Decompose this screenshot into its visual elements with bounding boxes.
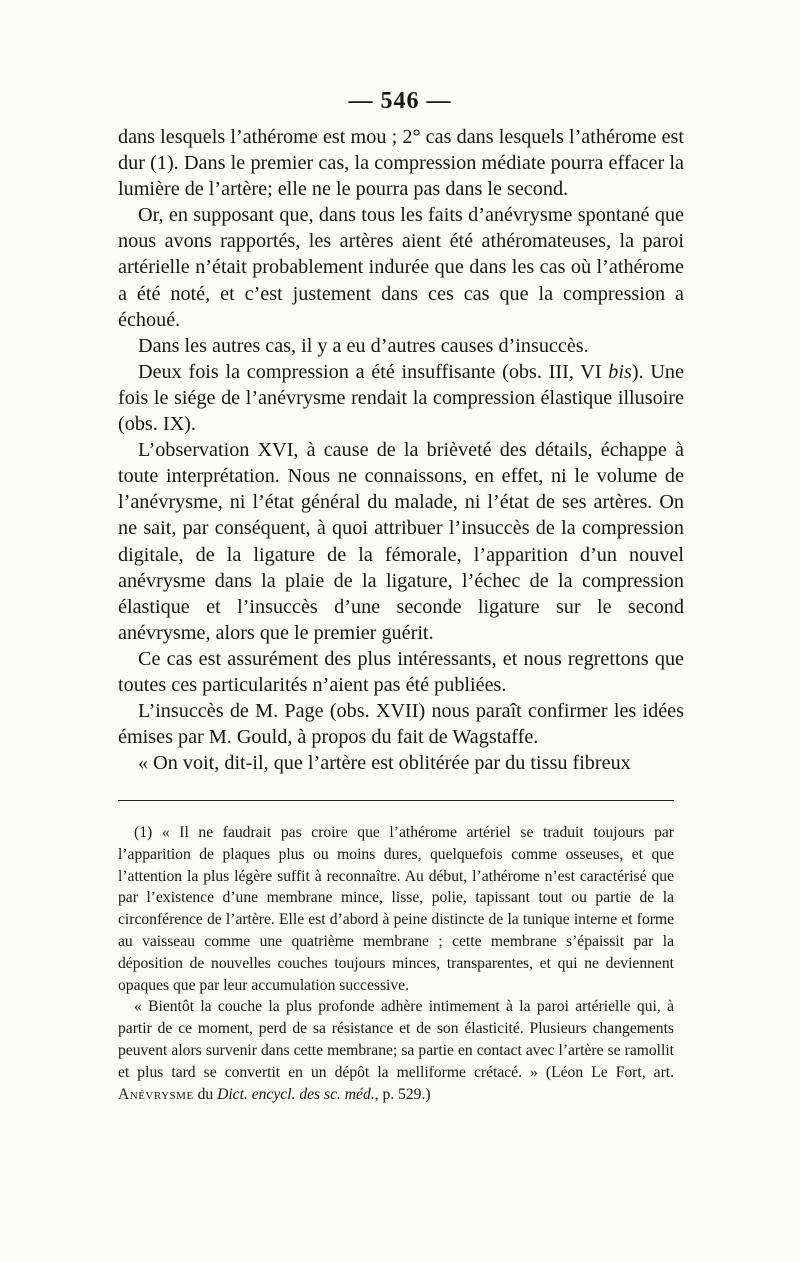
paragraph: Ce cas est assurément des plus intéressants, et nous regrettons que toutes ces particularités n’aient pas été publiées. bbox=[118, 647, 684, 696]
paragraph: Dans les autres cas, il y a eu d’autres causes d’insuccès. bbox=[138, 334, 589, 357]
paragraph bbox=[118, 359, 684, 437]
footnote-divider bbox=[118, 800, 674, 801]
paragraph: L’insuccès de M. Page (obs. XVII) nous paraît confirmer les idées émises par M. Gould, à propos du fait de Wagstaffe. bbox=[118, 700, 684, 749]
footnote: (1) « Il ne faudrait pas croire que l’athérome artériel se traduit toujours par l’apparition de plaques plus ou moins dures, quelquefois comme osseuses, et que l’attention la plus légère suffit à reconnaître. Au début, l’athérome n’est caractérisé que par l’existence d’une membrane mince, lisse, polie, tapissant tout ou partie de la circonférence de l’artère. Elle est d’abord à peine distincte de la tunique interne et forme au vaisseau comme une quatrième membrane ; cette membrane s’épaissit par la déposition de nouvelles couches toujours minces, transparentes, et qui ne deviennent opaques que par leur accumulation successive. bbox=[118, 824, 674, 994]
footnotes bbox=[118, 822, 674, 1105]
text-run: Deux fois la compression a été insuffisante (obs. III, VI bbox=[138, 360, 609, 383]
text-run: « Bientôt la couche la plus profonde adhère intimement à la paroi artérielle qui, à partir de ce moment, perd de sa résistance et de son élasticité. Plusieurs changements peuvent alors survenir dans cette membrane; sa partie en contact avec l’artère se ramollit et plus tard se convertit en un dépôt la melliforme crétacé. » (Léon Le Fort, art. bbox=[118, 998, 674, 1081]
paragraph: dans lesquels l’athérome est mou ; 2° cas dans lesquels l’athérome est dur (1). Dans le premier cas, la compression médiate pourra effacer la lumière de l’artère; elle ne le pourra pas dans le second. bbox=[118, 126, 684, 201]
paragraph: « On voit, dit-il, que l’artère est oblitérée par du tissu fibreux bbox=[138, 752, 631, 775]
italic-text: bis bbox=[608, 360, 632, 383]
page-number: — 546 — bbox=[348, 88, 452, 114]
italic-text: Dict. encycl. des sc. méd. bbox=[217, 1085, 375, 1103]
text-run: du bbox=[193, 1085, 218, 1103]
paragraph: Or, en supposant que, dans tous les faits d’anévrysme spontané que nous avons rapportés, les artères aient été athéromateuses, la paroi artérielle n’était probablement indurée que dans les cas où l’athérome a été noté, et c’est justement dans ces cas que la compression a échoué. bbox=[118, 204, 684, 331]
paragraph: L’observation XVI, à cause de la brièveté des détails, échappe à toute interprétation. Nous ne connaissons, en effet, ni le volume de l’anévrysme, ni l’état général du malade, ni l’état de ses artères. On ne sait, par conséquent, à quoi attribuer l’insuccès de la compression digitale, de la ligature de la fémorale, l’apparition d’un nouvel anévrysme dans la plaie de la ligature, l’échec de la compression élastique et l’insuccès d’une seconde ligature sur le second anévrysme, alors que le premier guérit. bbox=[118, 439, 684, 644]
footnote-continuation bbox=[118, 996, 674, 1105]
main-text bbox=[118, 124, 684, 776]
small-caps-text: Anévrysme bbox=[118, 1085, 194, 1103]
text-run: , p. 529.) bbox=[374, 1085, 431, 1103]
text-run: ). Une fois le siége de l’anévrysme rendait la compression élastique illusoire (obs. IX). bbox=[118, 360, 684, 436]
